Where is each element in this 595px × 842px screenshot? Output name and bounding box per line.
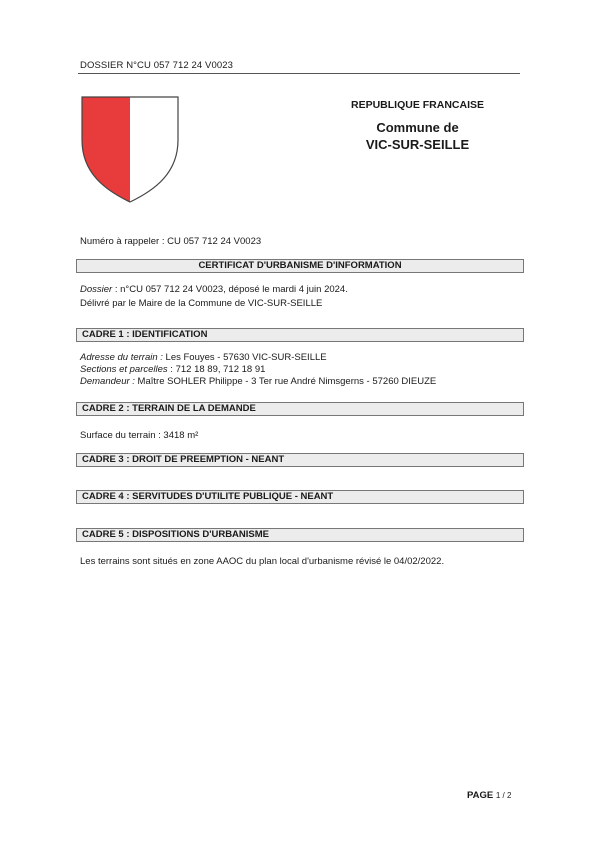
sections-parcels-label: Sections et parcelles	[80, 364, 168, 375]
republic-label: REPUBLIQUE FRANCAISE	[350, 99, 484, 111]
commune-line-1: Commune de	[376, 120, 459, 135]
sections-parcels	[80, 364, 265, 375]
dossier-reference-header: DOSSIER N°CU 057 712 24 V0023	[80, 60, 233, 71]
commune-line-2: VIC-SUR-SEILLE	[365, 137, 470, 152]
terrain-address-value: Les Fouyes - 57630 VIC-SUR-SEILLE	[162, 352, 327, 363]
certificate-title: CERTIFICAT D'URBANISME D'INFORMATION	[198, 260, 402, 271]
commune-name	[330, 119, 505, 153]
page-indicator	[467, 790, 511, 801]
terrain-address	[80, 352, 327, 363]
applicant-value: Maître SOHLER Philippe - 3 Ter rue André Nimsgerns - 57260 DIEUZE	[134, 376, 437, 387]
zoning-text: Les terrains sont situés en zone AAOC du plan local d'urbanisme révisé le 04/02/2022.	[80, 556, 445, 567]
cadre-4-box	[76, 490, 524, 504]
terrain-address-label: Adresse du terrain :	[80, 352, 163, 363]
cadre-1-box	[76, 328, 524, 342]
dossier-line-label: Dossier	[80, 284, 113, 295]
cadre-5-box	[76, 528, 524, 542]
dossier-line-value: : n°CU 057 712 24 V0023, déposé le mardi 4 juin 2024.	[112, 284, 348, 295]
cadre-2-box	[76, 402, 524, 416]
cadre-1-title: CADRE 1 : IDENTIFICATION	[82, 329, 208, 340]
cadre-5-title: CADRE 5 : DISPOSITIONS D'URBANISME	[82, 529, 269, 540]
page-label: PAGE	[467, 790, 496, 801]
crest-right-half	[130, 97, 178, 202]
dossier-line	[80, 284, 348, 295]
cadre-4-title: CADRE 4 : SERVITUDES D'UTILITE PUBLIQUE - NEANT	[82, 491, 334, 502]
terrain-surface: Surface du terrain : 3418 m²	[80, 430, 199, 441]
applicant-label: Demandeur :	[80, 376, 135, 387]
commune-coat-of-arms	[80, 95, 180, 205]
certificate-title-box	[76, 259, 524, 273]
cadre-3-title: CADRE 3 : DROIT DE PREEMPTION - NEANT	[82, 454, 285, 465]
sections-parcels-value: : 712 18 89, 712 18 91	[167, 364, 266, 375]
header-divider	[78, 73, 520, 74]
applicant	[80, 376, 436, 387]
page-number: 1 / 2	[495, 791, 512, 800]
cadre-2-title: CADRE 2 : TERRAIN DE LA DEMANDE	[82, 403, 256, 414]
cadre-3-box	[76, 453, 524, 467]
reference-number: Numéro à rappeler : CU 057 712 24 V0023	[80, 236, 262, 247]
delivered-line: Délivré par le Maire de la Commune de VIC-SUR-SEILLE	[80, 298, 323, 309]
crest-left-half	[82, 97, 130, 202]
